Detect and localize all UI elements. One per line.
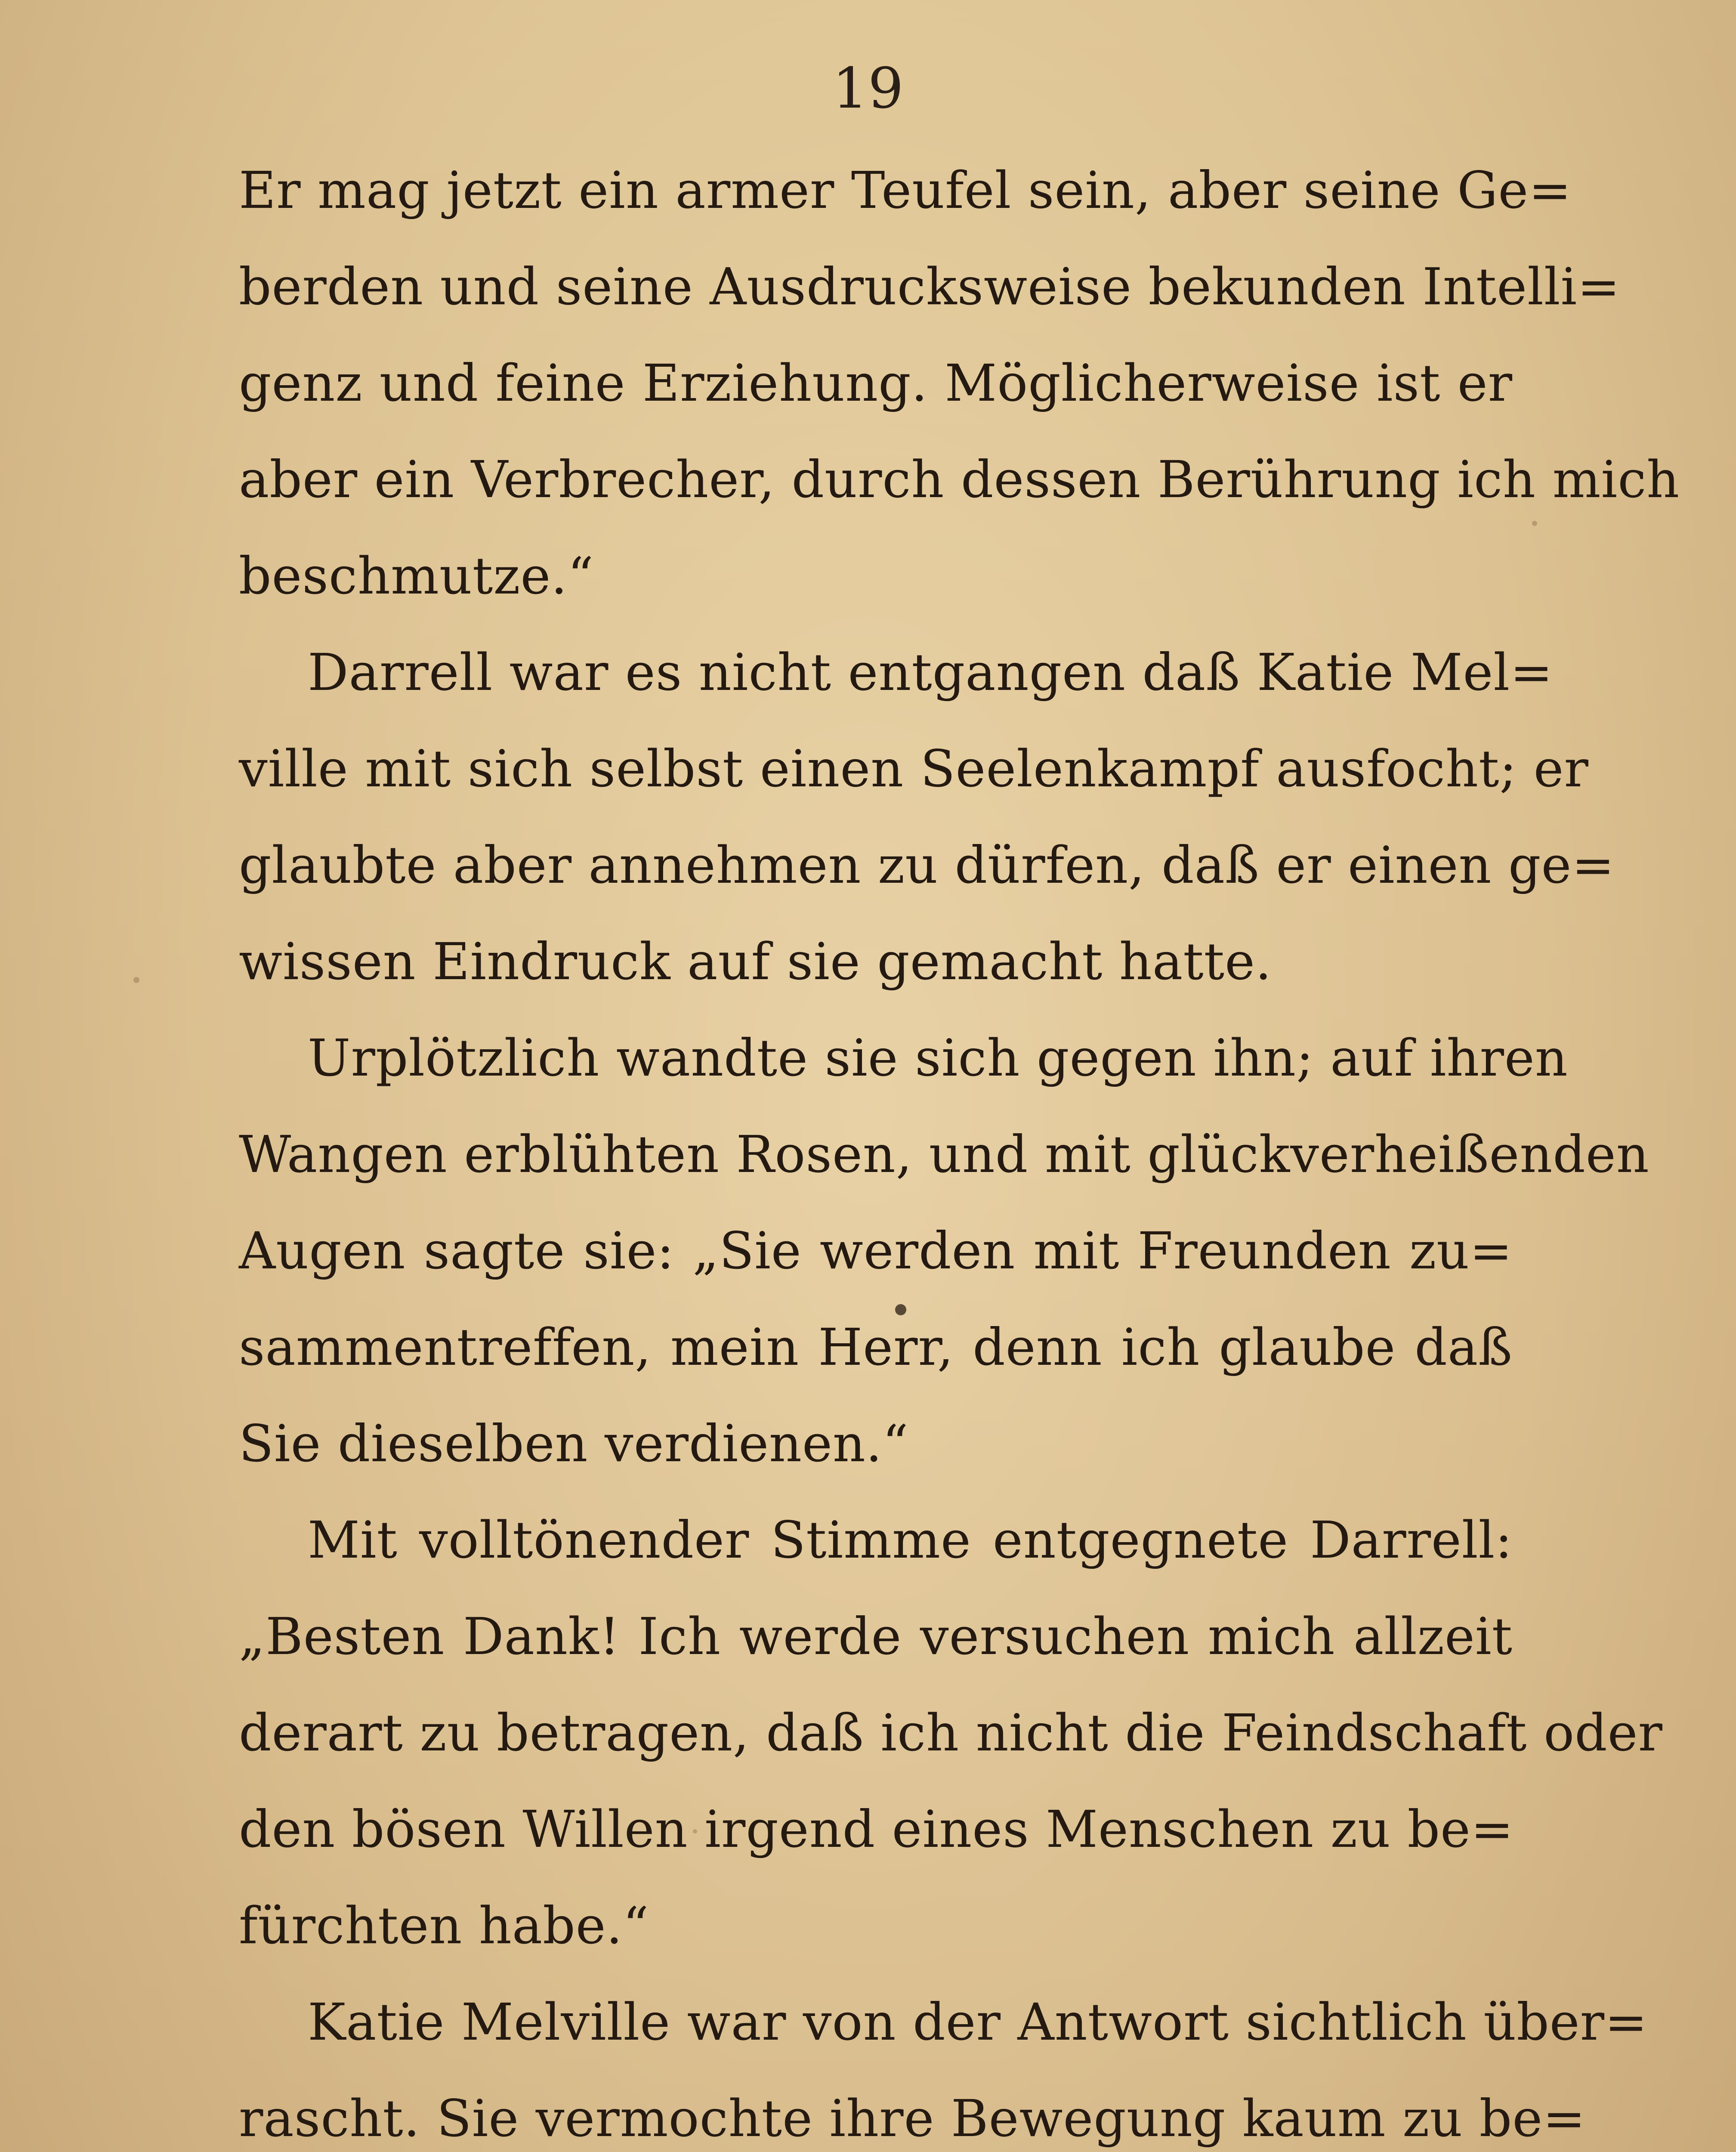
paper-speck <box>133 977 139 983</box>
text-line: glaubte aber annehmen zu dürfen, daß er einen ge= <box>239 835 1615 895</box>
text-line: Er mag jetzt ein armer Teufel sein, aber seine Ge= <box>239 161 1572 220</box>
text-line: wissen Eindruck auf sie gemacht hatte. <box>239 932 1272 991</box>
page-text <box>239 142 1680 2152</box>
text-line: Mit volltönender Stimme entgegnete Darrell: <box>308 1510 1513 1570</box>
text-line: berden und seine Ausdrucksweise bekunden Intelli= <box>239 257 1621 316</box>
text-line: sammentreffen, mein Herr, denn ich glaube daß <box>239 1317 1513 1377</box>
text-line: den bösen Willen irgend eines Menschen zu be= <box>239 1800 1514 1859</box>
text-line: derart zu betragen, daß ich nicht die Feindschaft oder <box>239 1703 1663 1762</box>
text-line: Augen sagte sie: „Sie werden mit Freunden zu= <box>239 1221 1513 1280</box>
text-line: Urplötzlich wandte sie sich gegen ihn; auf ihren <box>308 1028 1568 1088</box>
text-line: Sie dieselben verdienen.“ <box>239 1414 909 1473</box>
text-line: genz und feine Erziehung. Möglicherweise ist er <box>239 353 1513 413</box>
text-line: ville mit sich selbst einen Seelenkampf ausfocht; er <box>239 739 1589 798</box>
text-line: Katie Melville war von der Antwort sichtlich über= <box>308 1992 1648 2052</box>
paper-speck <box>1532 521 1537 526</box>
text-line: „Besten Dank! Ich werde versuchen mich allzeit <box>239 1607 1513 1666</box>
text-line: Darrell war es nicht entgangen daß Katie Mel= <box>308 643 1553 702</box>
page-number: 19 <box>832 56 904 121</box>
text-line: beschmutze.“ <box>239 546 594 606</box>
text-line: fürchten habe.“ <box>239 1896 649 1955</box>
text-line: aber ein Verbrecher, durch dessen Berührung ich mich <box>239 450 1680 509</box>
text-line: rascht. Sie vermochte ihre Bewegung kaum zu be= <box>239 2089 1586 2148</box>
text-line: Wangen erblühten Rosen, und mit glückverheißenden <box>239 1125 1650 1184</box>
